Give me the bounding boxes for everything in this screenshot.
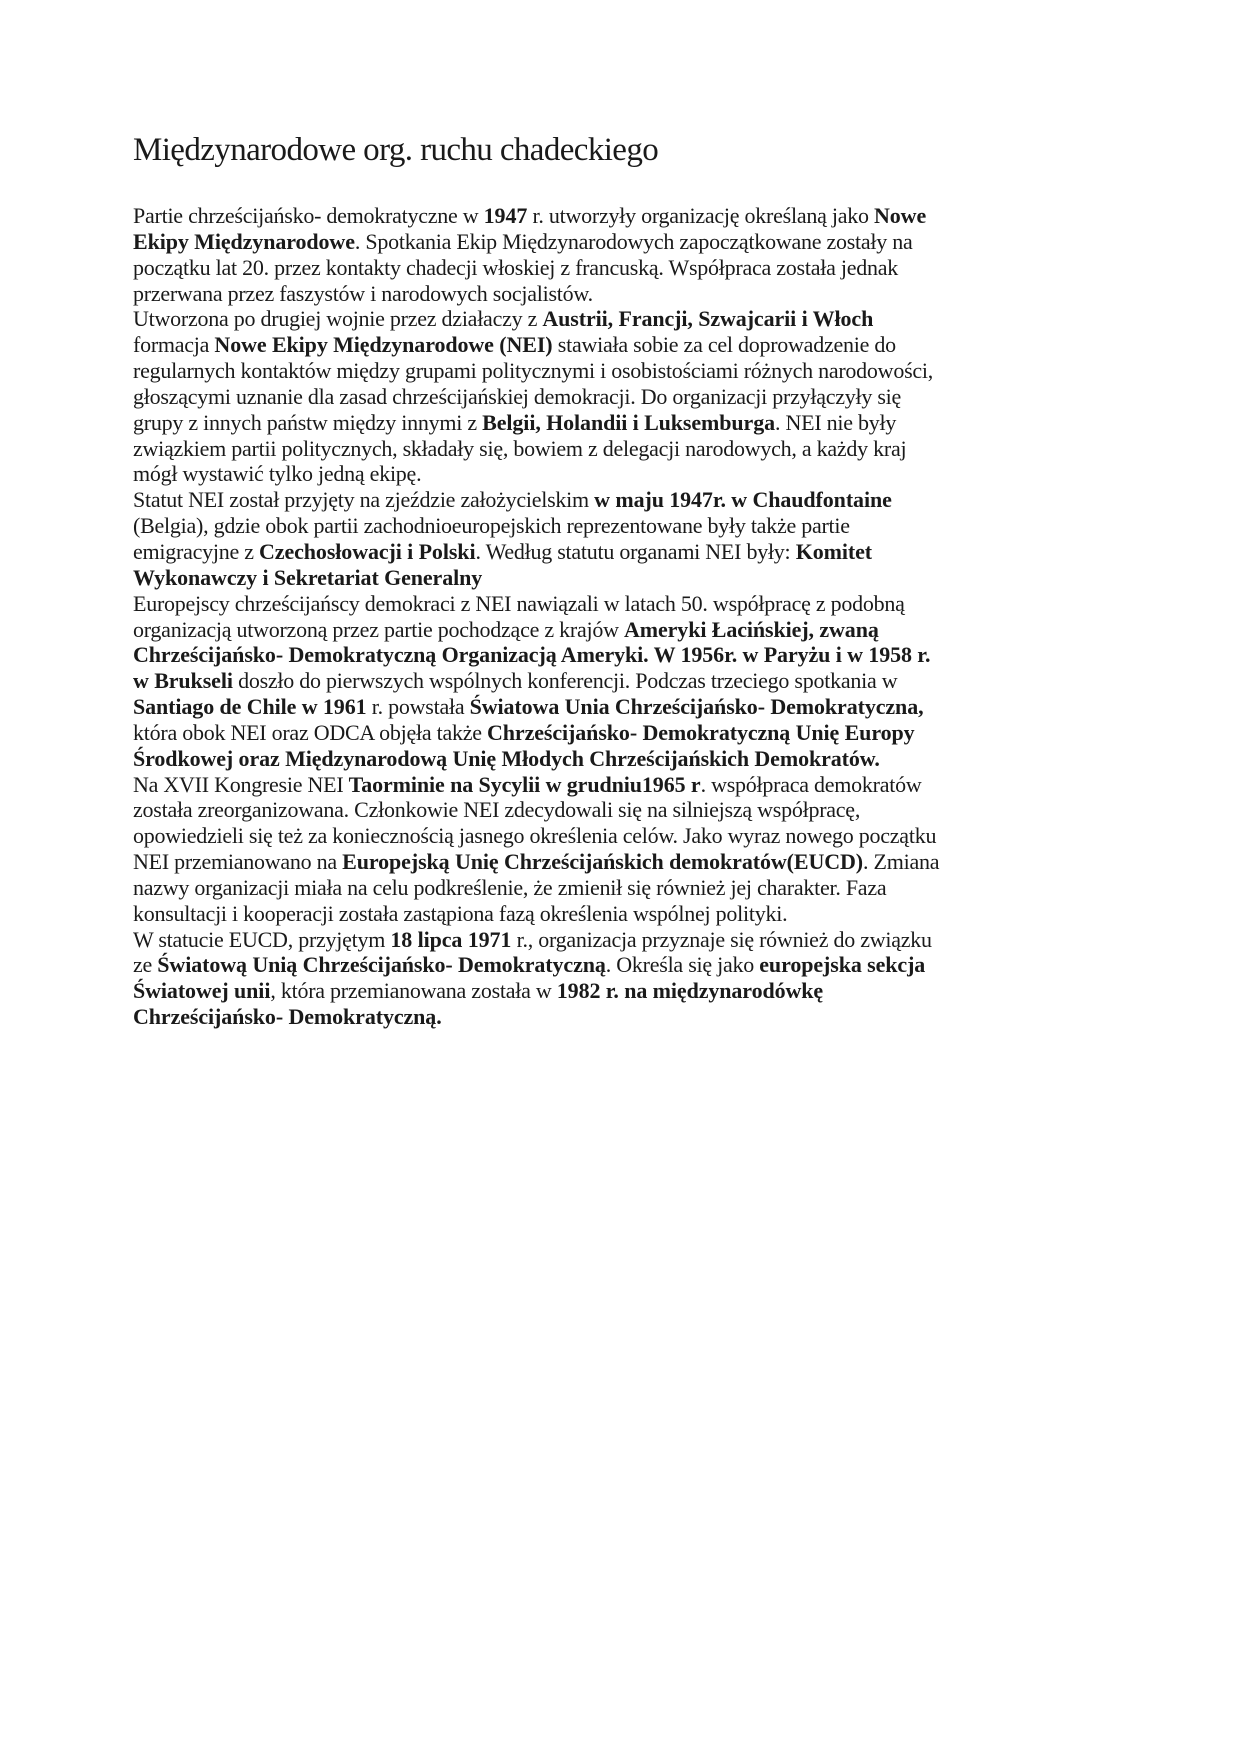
text-line bbox=[133, 978, 993, 1004]
text-run: Na XVII Kongresie NEI bbox=[133, 771, 349, 797]
text-run: Europejscy chrześcijańscy demokraci z NEI nawiązali w latach 50. współpracę z podobną bbox=[133, 590, 905, 616]
bold-text-run: Wykonawczy i Sekretariat Generalny bbox=[133, 564, 483, 590]
text-line bbox=[133, 772, 993, 798]
bold-text-run: Austrii, Francji, Szwajcarii i Włoch bbox=[542, 306, 874, 332]
text-line bbox=[133, 901, 993, 927]
text-run: . Określa się jako bbox=[605, 952, 760, 978]
text-run: . Zmiana bbox=[863, 849, 940, 875]
text-run: regularnych kontaktów między grupami politycznymi i osobistościami różnych narodowości, bbox=[133, 358, 934, 384]
document-body bbox=[133, 203, 993, 1030]
text-run: emigracyjne z bbox=[133, 538, 259, 564]
text-run: ze bbox=[133, 952, 158, 978]
text-run: została zreorganizowana. Członkowie NEI zdecydowali się na silniejszą współpracę, bbox=[133, 797, 861, 823]
bold-text-run: Czechosłowacji i Polski bbox=[259, 538, 476, 564]
text-run: przerwana przez faszystów i narodowych socjalistów. bbox=[133, 280, 593, 306]
bold-text-run: europejska sekcja bbox=[759, 952, 926, 978]
text-run: . NEI nie były bbox=[775, 409, 897, 435]
text-run: stawiała sobie za cel doprowadzenie do bbox=[552, 332, 896, 358]
text-run: Statut NEI został przyjęty na zjeździe założycielskim bbox=[133, 487, 595, 513]
text-line bbox=[133, 875, 993, 901]
text-run: głoszącymi uznanie dla zasad chrześcijańskiej demokracji. Do organizacji przyłączyły się bbox=[133, 383, 902, 409]
text-line bbox=[133, 203, 993, 229]
bold-text-run: w maju 1947r. w Chaudfontaine bbox=[594, 487, 892, 513]
text-line bbox=[133, 797, 993, 823]
text-run: Utworzona po drugiej wojnie przez działaczy z bbox=[133, 306, 543, 332]
text-line bbox=[133, 720, 993, 746]
text-line bbox=[133, 849, 993, 875]
text-line bbox=[133, 229, 993, 255]
text-line bbox=[133, 694, 993, 720]
bold-text-run: Chrześcijańsko- Demokratyczną Unię Europy bbox=[487, 719, 915, 745]
bold-text-run: Światowa Unia Chrześcijańsko- Demokratyczna, bbox=[469, 694, 924, 720]
bold-text-run: 18 lipca 1971 bbox=[390, 926, 512, 952]
text-run: formacja bbox=[133, 332, 215, 358]
text-line bbox=[133, 539, 993, 565]
text-run: r. utworzyły organizację określaną jako bbox=[527, 203, 874, 228]
text-run: W statucie EUCD, przyjętym bbox=[133, 926, 391, 952]
text-line bbox=[133, 332, 993, 358]
text-run: początku lat 20. przez kontakty chadecji włoskiej z francuską. Współpraca została jednak bbox=[133, 254, 898, 280]
text-run: . Według statutu organami NEI były: bbox=[475, 538, 796, 564]
text-line bbox=[133, 410, 993, 436]
text-run: nazwy organizacji miała na celu podkreślenie, że zmienił się również jej charakter. Faza bbox=[133, 874, 887, 900]
bold-text-run: 1947 bbox=[483, 203, 528, 228]
text-line bbox=[133, 952, 993, 978]
text-line bbox=[133, 513, 993, 539]
bold-text-run: Belgii, Holandii i Luksemburga bbox=[482, 409, 775, 435]
bold-text-run: Taorminie na Sycylii w grudniu1965 r bbox=[348, 771, 701, 797]
bold-text-run: Światowej unii bbox=[133, 978, 271, 1004]
text-run: r., organizacja przyznaje się również do związku bbox=[511, 926, 932, 952]
text-run: NEI przemianowano na bbox=[133, 849, 343, 875]
bold-text-run: Chrześcijańsko- Demokratyczną Organizacją Ameryki. W 1956r. w Paryżu i w 1958 r. bbox=[133, 642, 931, 668]
text-line bbox=[133, 617, 993, 643]
bold-text-run: Komitet bbox=[795, 538, 872, 564]
text-line bbox=[133, 461, 993, 487]
text-line bbox=[133, 255, 993, 281]
text-line bbox=[133, 668, 993, 694]
bold-text-run: Środkowej oraz Międzynarodową Unię Młodych Chrześcijańskich Demokratów. bbox=[133, 745, 880, 771]
text-run: (Belgia), gdzie obok partii zachodnioeuropejskich reprezentowane były także partie bbox=[133, 513, 850, 539]
text-line bbox=[133, 591, 993, 617]
text-line bbox=[133, 384, 993, 410]
text-run: opowiedzieli się też za koniecznością jasnego określenia celów. Jako wyraz nowego początku bbox=[133, 823, 937, 849]
text-run: . współpraca demokratów bbox=[700, 771, 922, 797]
bold-text-run: w Brukseli bbox=[133, 668, 233, 694]
text-run: grupy z innych państw między innymi z bbox=[133, 409, 483, 435]
bold-text-run: 1982 r. na międzynarodówkę bbox=[556, 978, 824, 1004]
document-title: Międzynarodowe org. ruchu chadeckiego bbox=[133, 132, 659, 168]
bold-text-run: Ekipy Międzynarodowe bbox=[133, 228, 355, 254]
bold-text-run: Nowe Ekipy Międzynarodowe (NEI) bbox=[214, 332, 553, 358]
text-run: mógł wystawić tylko jedną ekipę. bbox=[133, 461, 422, 487]
text-run: organizacją utworzoną przez partie pochodzące z krajów bbox=[133, 616, 624, 642]
text-line bbox=[133, 746, 993, 772]
text-line bbox=[133, 642, 993, 668]
text-run: związkiem partii politycznych, składały się, bowiem z delegacji narodowych, a każdy kraj bbox=[133, 435, 907, 461]
text-line bbox=[133, 565, 993, 591]
text-run: , która przemianowana została w bbox=[270, 978, 557, 1004]
text-line bbox=[133, 358, 993, 384]
bold-text-run: Santiago de Chile w 1961 bbox=[133, 694, 367, 720]
text-run: r. powstała bbox=[366, 694, 470, 720]
text-line bbox=[133, 436, 993, 462]
text-run: doszło do pierwszych wspólnych konferencji. Podczas trzeciego spotkania w bbox=[232, 668, 898, 694]
bold-text-run: Europejską Unię Chrześcijańskich demokratów(EUCD) bbox=[342, 849, 864, 875]
text-run: która obok NEI oraz ODCA objęła także bbox=[133, 719, 487, 745]
text-line bbox=[133, 927, 993, 953]
text-run: Partie chrześcijańsko- demokratyczne w bbox=[133, 203, 484, 228]
text-line bbox=[133, 1004, 993, 1030]
bold-text-run: Chrześcijańsko- Demokratyczną. bbox=[133, 1004, 442, 1030]
bold-text-run: Ameryki Łacińskiej, zwaną bbox=[623, 616, 879, 642]
text-line bbox=[133, 281, 993, 307]
text-run: konsultacji i kooperacji została zastąpiona fazą określenia wspólnej polityki. bbox=[133, 900, 788, 926]
text-line bbox=[133, 306, 993, 332]
bold-text-run: Światową Unią Chrześcijańsko- Demokratyczną bbox=[157, 952, 606, 978]
text-line bbox=[133, 487, 993, 513]
bold-text-run: Nowe bbox=[873, 203, 927, 228]
text-line bbox=[133, 823, 993, 849]
text-run: . Spotkania Ekip Międzynarodowych zapoczątkowane zostały na bbox=[354, 228, 913, 254]
